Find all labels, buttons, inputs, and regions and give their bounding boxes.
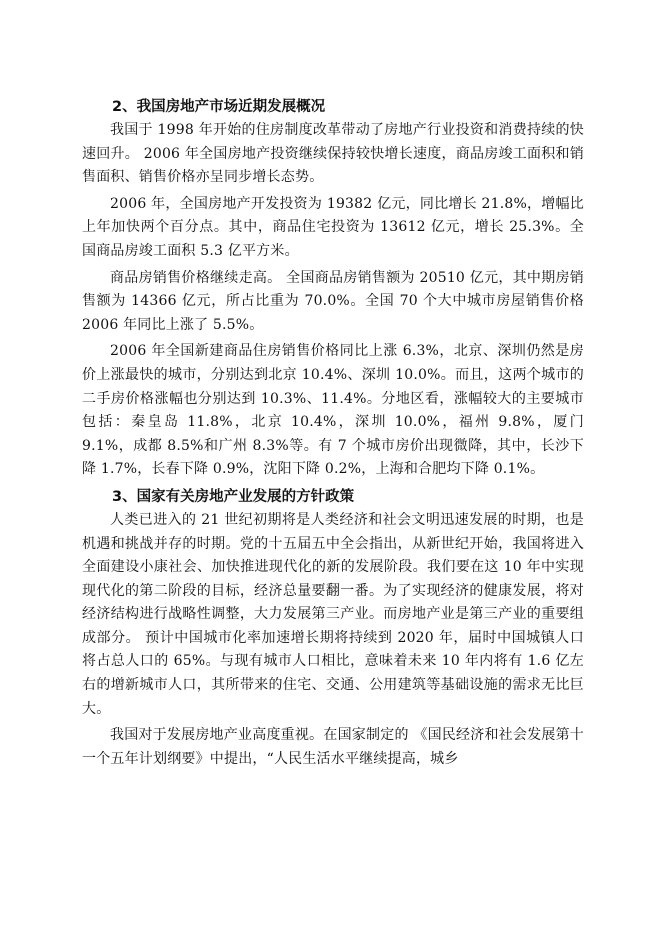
paragraph: 我国于 1998 年开始的住房制度改革带动了房地产行业投资和消费持续的快速回升。 2006 年全国房地产投资继续保持较快增长速度，商品房竣工面积和销售面积、销售价格亦呈同步增长态势。 (82, 122, 584, 186)
section-heading-3: 3、国家有关房地产业发展的方针政策 (112, 488, 355, 505)
section-heading-2: 2、我国房地产市场近期发展概况 (112, 99, 326, 115)
paragraph: 人类已进入的 21 世纪初期将是人类经济和社会文明迅速发展的时期，也是机遇和挑战并存的时期。党的十五届五中全会指出，从新世纪开始，我国将进入全面建设小康社会、加快推进现代化的新的发展阶段。我们要在这 10 年中实现现代化的第二阶段的目标，经济总量要翻一番。为了实现经济的健康发展，将对经济结构进行战略性调整，大力发展第三产业。而房地产业是第三产业的重要组成部分。 预计中国城市化率加速增长期将持续到 2020 年，届时中国城镇人口将占总人口的 65%。与现有城市人口相比，意味着未来 10 年内将有 1.6 亿左右的增新城市人口，其所带来的住宅、交通、公用建筑等基础设施的需求无比巨大。 (82, 511, 584, 717)
document-body (82, 95, 584, 774)
paragraph: 2006 年全国新建商品住房销售价格同比上涨 6.3%，北京、深圳仍然是房价上涨最快的城市，分别达到北京 10.4%、深圳 10.0%。而且，这两个城市的二手房价格涨幅也分别达到 10.3%、11.4%。分地区看，涨幅较大的主要城市包括：秦皇岛 11.8%，北京 10.4%，深圳 10.0%，福州 9.8%，厦门 9.1%，成都 8.5%和广州 8.3%等。有 7 个城市房价出现微降，其中，长沙下降 1.7%，长春下降 0.9%，沈阳下降 0.2%，上海和合肥均下降 0.1%。 (82, 343, 584, 478)
paragraph: 商品房销售价格继续走高。 全国商品房销售额为 20510 亿元，其中期房销售额为 14366 亿元，所占比重为 70.0%。全国 70 个大中城市房屋销售价格 2006 年同比上涨了 5.5%。 (82, 269, 584, 333)
paragraph: 2006 年，全国房地产开发投资为 19382 亿元，同比增长 21.8%，增幅比上年加快两个百分点。其中，商品住宅投资为 13612 亿元，增长 25.3%。全国商品房竣工面积 5.3 亿平方米。 (82, 195, 584, 259)
paragraph: 我国对于发展房地产业高度重视。在国家制定的 《国民经济和社会发展第十一个五年计划纲要》中提出，“人民生活水平继续提高，城乡 (82, 727, 584, 767)
